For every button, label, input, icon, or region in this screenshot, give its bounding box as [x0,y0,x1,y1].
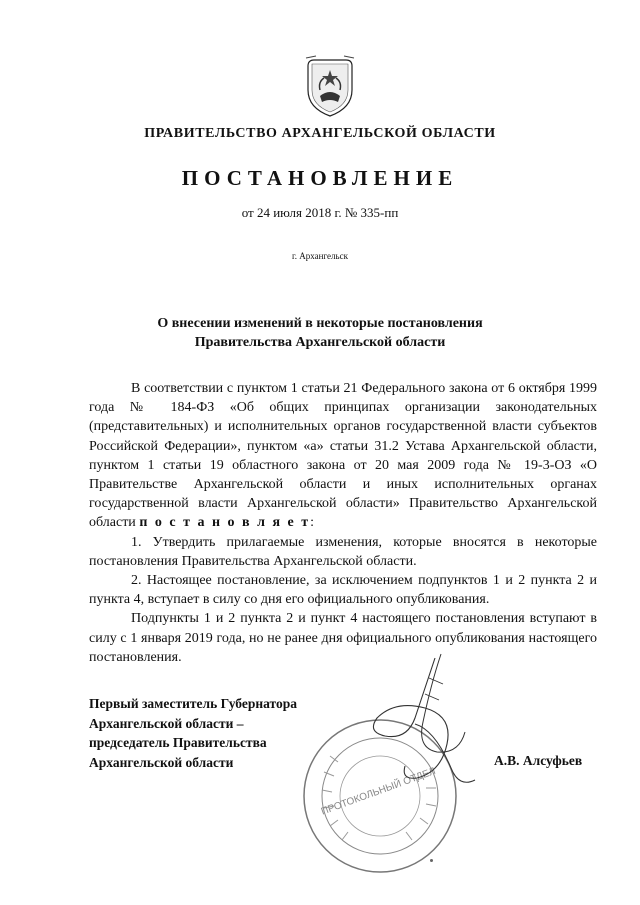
resolves-word: п о с т а н о в л я е т [139,515,311,531]
stamp-text: ПРОТОКОЛЬНЫЙ ОТДЕЛ [319,765,438,818]
scan-mark [430,859,433,862]
document-subject [0,314,640,352]
government-title: ПРАВИТЕЛЬСТВО АРХАНГЕЛЬСКОЙ ОБЛАСТИ [144,126,496,141]
document-body [89,379,597,667]
preamble-paragraph [89,379,597,533]
position-line-3: председатель Правительства [89,735,267,750]
position-line-2: Архангельской области – [89,715,244,731]
handwritten-signature [355,648,495,798]
item-1: 1. Утвердить прилагаемые изменения, которые вносятся в некоторые постановления Правительства Архангельской области. [89,534,597,569]
document-type: ПОСТАНОВЛЕНИЕ [181,166,459,190]
item-2: 2. Настоящее постановление, за исключением подпунктов 1 и 2 пункта 2 и пункта 4, вступает в силу со дня его официального опубликования. [89,573,597,608]
signatory-name: А.В. Алсуфьев [494,753,583,768]
signatory-position [89,694,297,772]
document-date-number: от 24 июля 2018 г. № 335-пп [241,205,399,220]
document-city: г. Архангельск [292,251,348,261]
subject-line-1: О внесении изменений в некоторые постановления [157,316,483,331]
preamble-text: В соответствии с пунктом 1 статьи 21 Федерального закона от 6 октября 1999 года № 184-ФЗ «Об общих принципах организации законодательных (представительных) и исполнительных органов государственной власти субъектов Российской Федерации», пунктом «а» статьи 31.2 Устава Архангельской области, пунктом 1 статьи 19 областного закона от 20 мая 2009 года № 19-3-ОЗ «О Правительстве Архангельской области и иных исполнительных органах государственной власти Архангельской области» Правительство Архангельской области [89,381,597,531]
resolves-colon: : [310,515,315,531]
position-line-4: Архангельской области [89,754,234,770]
position-line-1: Первый заместитель Губернатора [89,696,297,711]
coat-of-arms-icon [302,54,358,118]
item-2-continuation: Подпункты 1 и 2 пункта 2 и пункт 4 настоящего постановления вступают в силу с 1 января 2019 года, но не ранее дня официального опубликования настоящего постановления. [89,611,597,665]
subject-line-2: Правительства Архангельской области [194,335,446,350]
